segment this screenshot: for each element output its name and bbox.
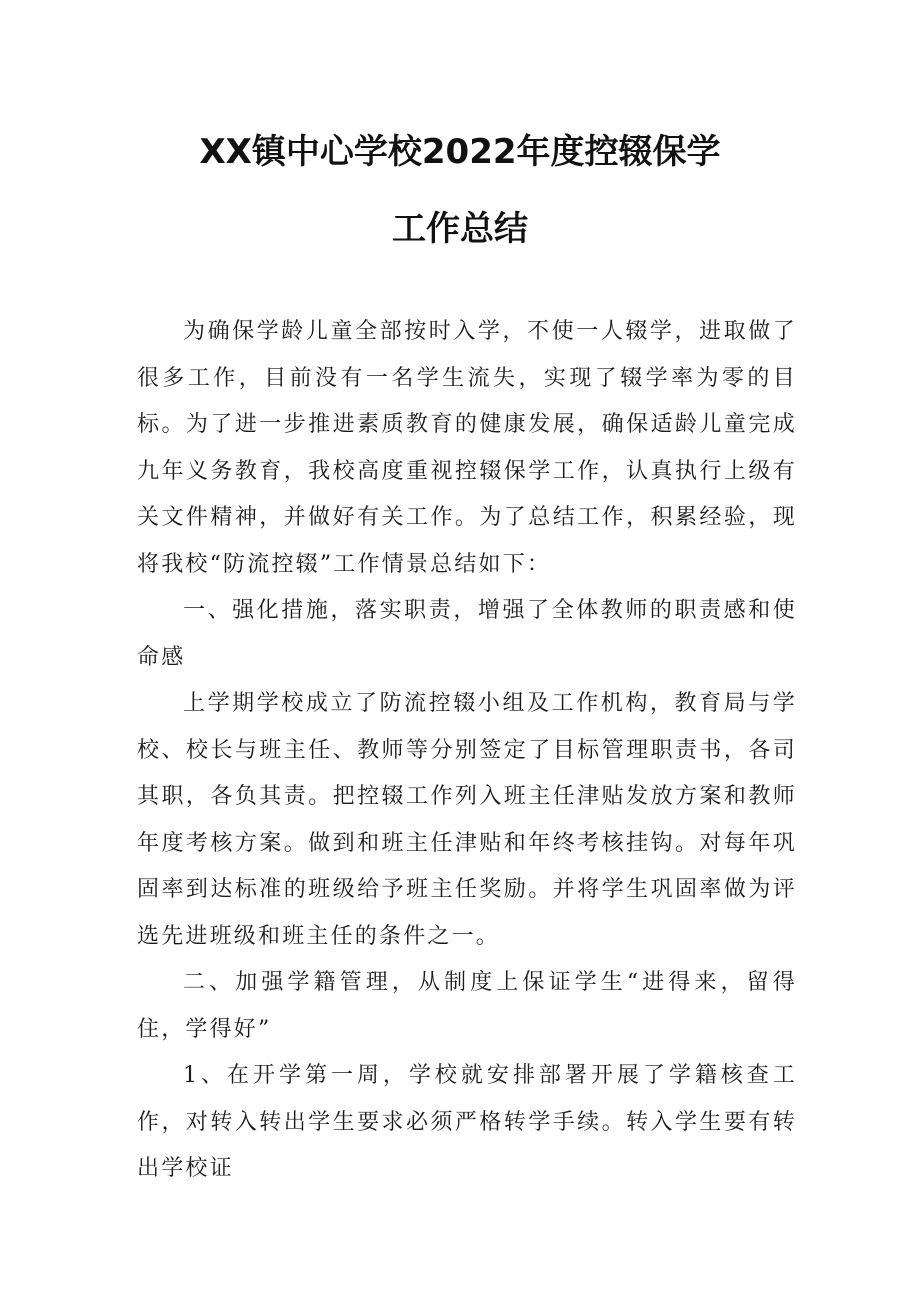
section-heading-2: 二、加强学籍管理，从制度上保证学生“进得来，留得住，学得好”	[137, 970, 797, 1042]
section-heading-1: 一、强化措施，落实职责，增强了全体教师的职责感和使命感	[137, 598, 797, 670]
paragraph-item-1: 1、在开学第一周，学校就安排部署开展了学籍核查工作，对转入转出学生要求必须严格转学手续。转入学生要有转出学校证	[137, 1063, 797, 1181]
document-body	[137, 309, 797, 1193]
document-title-line-1: XX镇中心学校2022年度控辍保学	[199, 132, 721, 172]
document-title-line-2: 工作总结	[392, 209, 528, 249]
paragraph-intro: 为确保学龄儿童全部按时入学，不使一人辍学，进取做了很多工作，目前没有一名学生流失，实现了辍学率为零的目标。为了进一步推进素质教育的健康发展，确保适龄儿童完成九年义务教育，我校高度重视控辍保学工作，认真执行上级有关文件精神，并做好有关工作。为了总结工作，积累经验，现将我校“防流控辍”工作情景总结如下：	[137, 319, 797, 577]
paragraph-section-1: 上学期学校成立了防流控辍小组及工作机构，教育局与学校、校长与班主任、教师等分别签定了目标管理职责书，各司其职，各负其责。把控辍工作列入班主任津贴发放方案和教师年度考核方案。做到和班主任津贴和年终考核挂钩。对每年巩固率到达标准的班级给予班主任奖励。并将学生巩固率做为评选先进班级和班主任的条件之一。	[137, 691, 797, 949]
